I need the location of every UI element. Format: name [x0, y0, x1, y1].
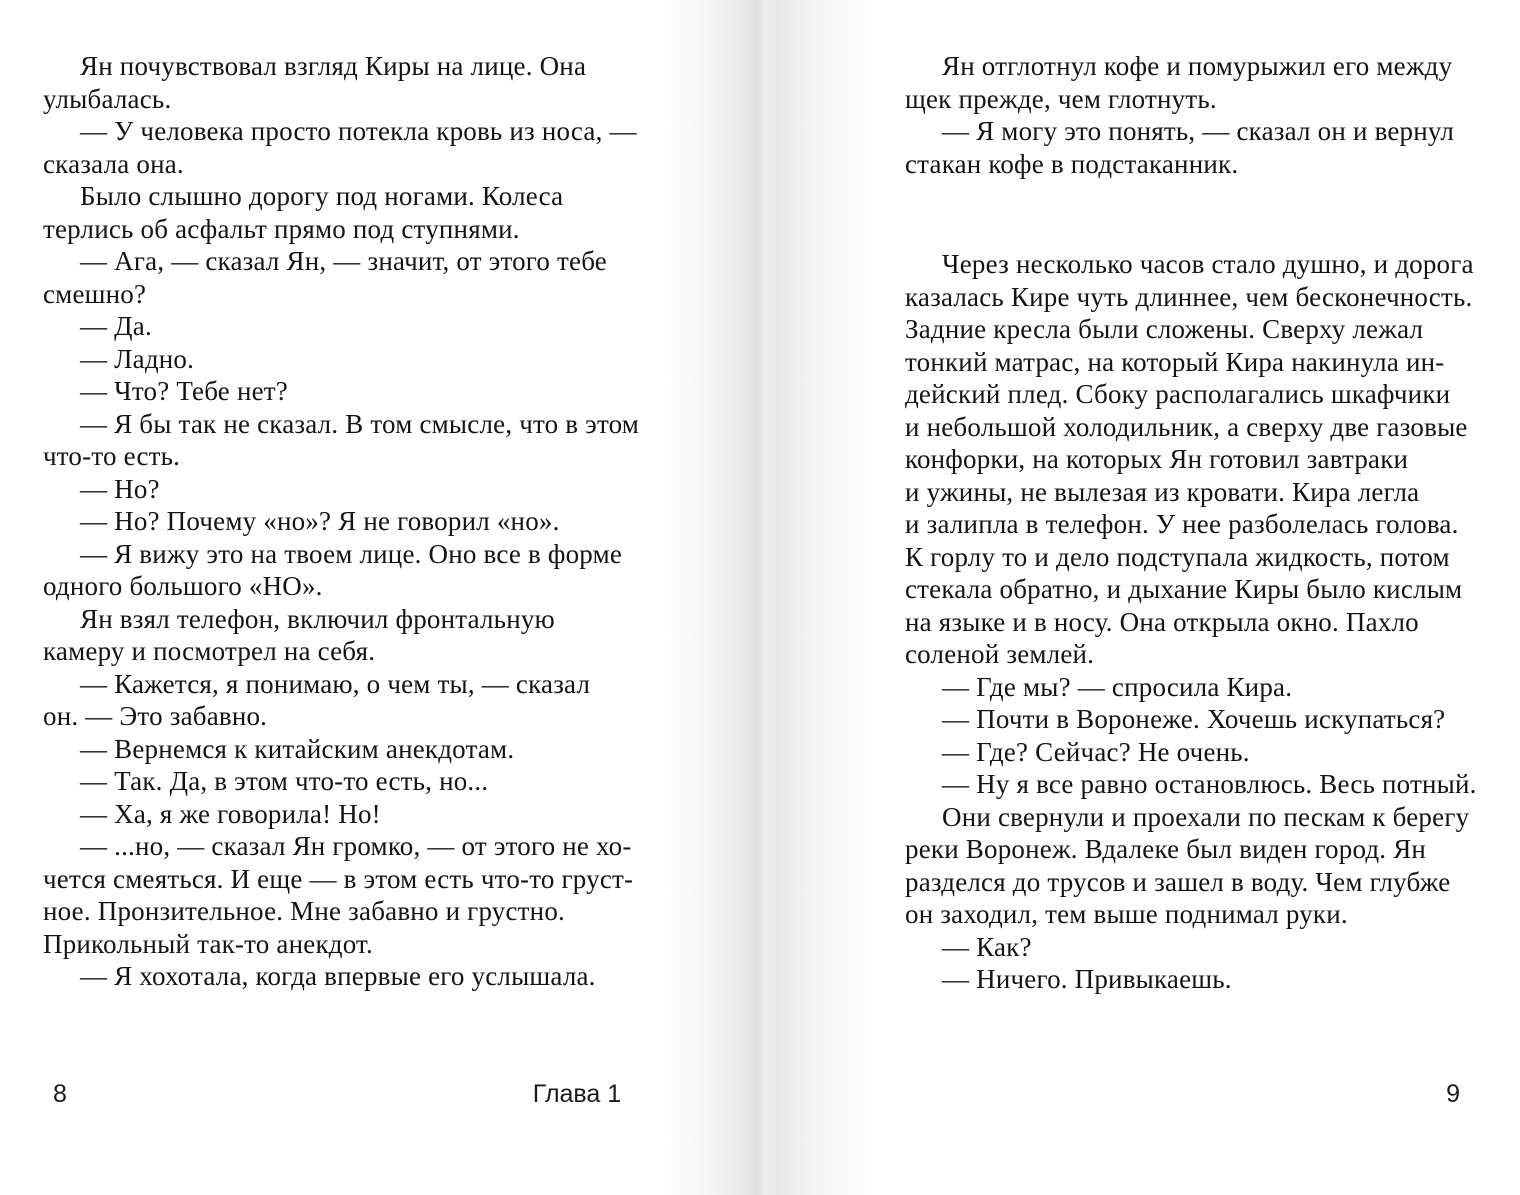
text-line: терлись об асфальт прямо под ступнями.: [43, 213, 520, 244]
text-line: К горлу то и дело подступала жидкость, потом: [905, 541, 1450, 572]
text-line: Ян отглотнул кофе и помурыжил его между: [942, 51, 1453, 81]
text-line: разделся до трусов и зашел в воду. Чем глубже: [905, 866, 1451, 897]
text-line: камеру и посмотрел на себя.: [43, 636, 376, 666]
text-line: стекала обратно, и дыхание Киры было кислым: [905, 574, 1463, 604]
text-line: дейский плед. Сбоку располагались шкафчики: [905, 379, 1451, 409]
text-line: — Но?: [80, 473, 160, 504]
text-line: улыбалась.: [43, 83, 172, 114]
page-number-right: 9: [1446, 1080, 1460, 1108]
text-line: — У человека просто потекла кровь из носа, —: [80, 116, 637, 146]
text-line: и залипла в телефон. У нее разболелась голова.: [905, 509, 1459, 539]
text-line: Задние кресла были сложены. Сверху лежал: [905, 314, 1424, 344]
text-line: сказала она.: [43, 148, 184, 179]
page-left-text: [43, 50, 663, 993]
text-line: казалась Кире чуть длиннее, чем бесконечность.: [905, 281, 1473, 312]
text-line: — Как?: [942, 931, 1032, 962]
text-line: — Ага, — сказал Ян, — значит, от этого тебе: [80, 246, 607, 276]
text-line: — Ну я все равно остановлюсь. Весь потный.: [942, 769, 1477, 799]
text-line: Ян почувствовал взгляд Киры на лице. Она: [80, 51, 587, 81]
text-line: — Ладно.: [80, 343, 195, 374]
text-line: — Я бы так не сказал. В том смысле, что в этом: [80, 408, 640, 439]
text-line: — Так. Да, в этом что-то есть, но...: [80, 766, 489, 796]
chapter-footer-label: Глава 1: [532, 1080, 622, 1108]
text-line: Было слышно дорогу под ногами. Колеса: [80, 181, 564, 211]
text-line: ное. Пронзительное. Мне забавно и грустно.: [43, 896, 565, 926]
text-line: — Да.: [80, 311, 152, 341]
text-line: — Где? Сейчас? Не очень.: [942, 736, 1250, 767]
text-line: одного большого «НО».: [43, 571, 323, 601]
text-line: — Я могу это понять, — сказал он и вернул: [942, 116, 1455, 146]
text-line: на языке и в носу. Она открыла окно. Пахло: [905, 606, 1419, 637]
text-line: — Вернемся к китайским анекдотам.: [80, 733, 515, 764]
text-line: и небольшой холодильник, а сверху две газовые: [905, 411, 1468, 442]
text-line: смешно?: [43, 278, 147, 309]
text-line: — Ха, я же говорила! Но!: [80, 798, 381, 829]
text-line: — Я вижу это на твоем лице. Оно все в форме: [80, 538, 623, 569]
text-line: он заходил, тем выше поднимал руки.: [905, 899, 1348, 929]
page-left: [43, 50, 663, 993]
page-right-text: [905, 50, 1477, 996]
text-line: реки Воронеж. Вдалеке был виден город. Ян: [905, 834, 1427, 864]
text-line: Прикольный так-то анекдот.: [43, 928, 373, 959]
page-gutter-shadow: [663, 0, 885, 1195]
text-line: — Где мы? — спросила Кира.: [942, 671, 1293, 702]
text-line: Через несколько часов стало душно, и дорога: [942, 249, 1474, 279]
text-line: что-то есть.: [43, 441, 181, 471]
text-line: — Кажется, я понимаю, о чем ты, — сказал: [80, 668, 591, 699]
page-number-left: 8: [53, 1080, 67, 1108]
text-line: и ужины, не вылезая из кровати. Кира легла: [905, 476, 1420, 507]
text-line: Они свернули и проехали по пескам к берегу: [942, 801, 1470, 832]
text-line: — Я хохотала, когда впервые его услышала.: [80, 961, 596, 991]
text-line: — Почти в Воронеже. Хочешь искупаться?: [942, 704, 1446, 734]
text-line: — Ничего. Привыкаешь.: [942, 964, 1232, 994]
text-line: чется смеяться. И еще — в этом есть что-то груст-: [43, 863, 634, 894]
text-line: Ян взял телефон, включил фронтальную: [80, 603, 555, 634]
text-line: стакан кофе в подстаканник.: [905, 148, 1239, 179]
text-line: конфорки, на которых Ян готовил завтраки: [905, 444, 1409, 474]
text-line: — Но? Почему «но»? Я не говорил «но».: [80, 506, 560, 536]
text-line: щек прежде, чем глотнуть.: [905, 83, 1217, 114]
text-line: тонкий матрас, на который Кира накинула ин-: [905, 346, 1445, 377]
text-line: соленой землей.: [905, 639, 1095, 669]
text-line: он. — Это забавно.: [43, 701, 268, 731]
text-line: — Что? Тебе нет?: [80, 376, 288, 406]
page-right: [905, 50, 1477, 996]
text-line: — ...но, — сказал Ян громко, — от этого не хо-: [80, 831, 632, 861]
paragraph-break: [905, 180, 1470, 248]
